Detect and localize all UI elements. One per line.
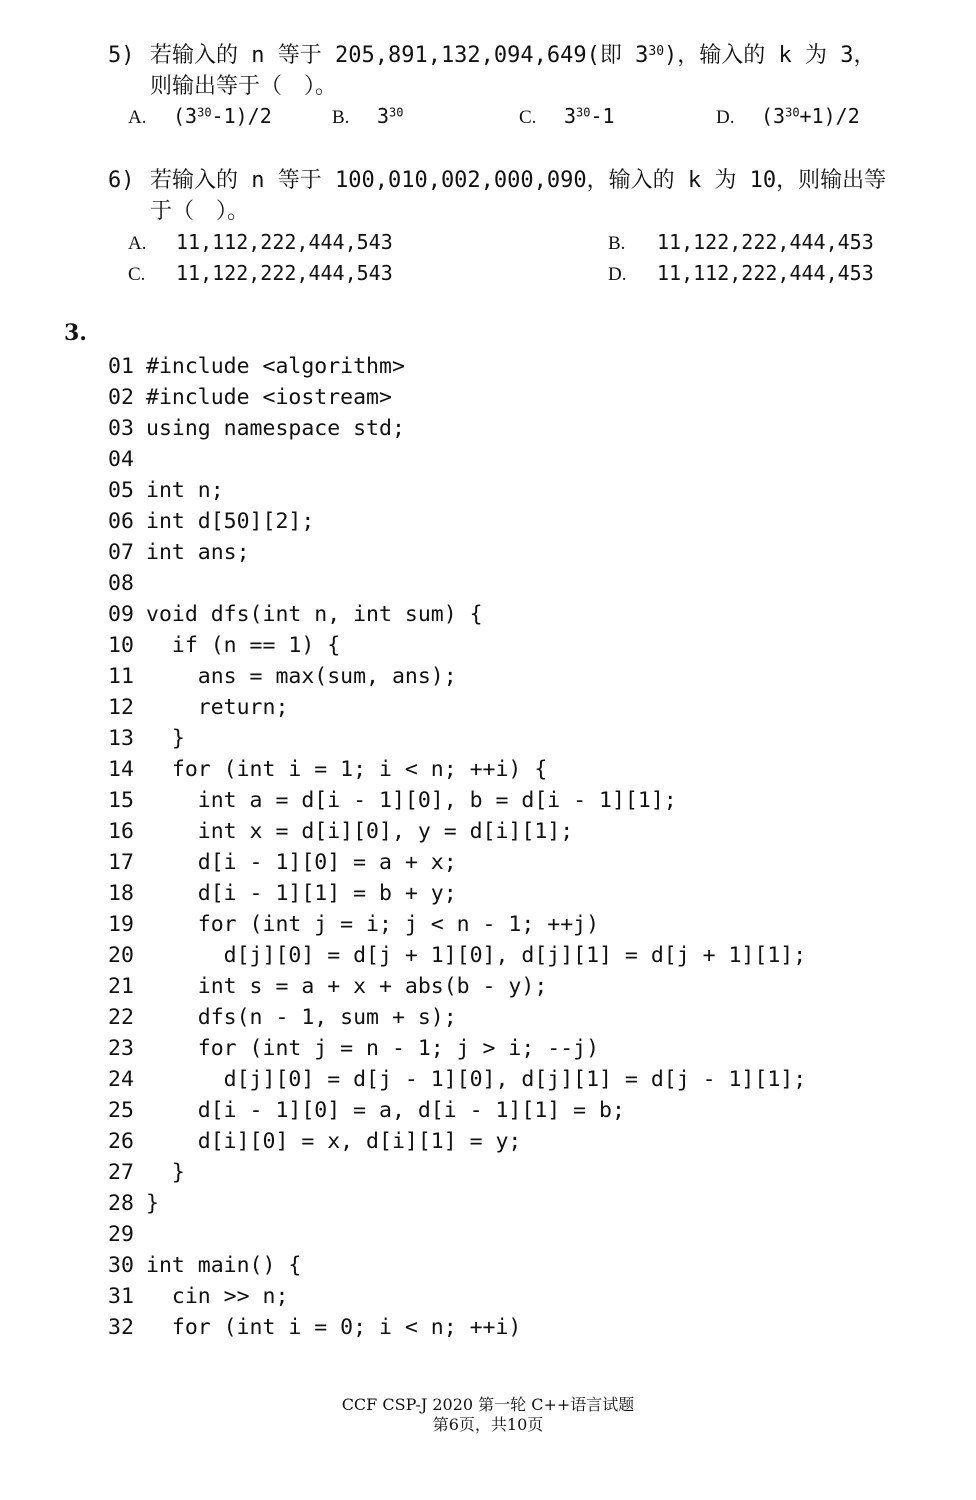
line-number: 14 <box>108 757 134 782</box>
code-text: if (n == 1) { <box>146 633 341 658</box>
code-text: for (int j = i; j < n - 1; ++j) <box>146 912 600 937</box>
section-number: 3. <box>64 320 87 346</box>
option-letter: C. <box>128 264 146 285</box>
code-text: } <box>146 726 185 751</box>
code-line <box>108 1188 806 1219</box>
code-line <box>108 1281 806 1312</box>
line-number: 10 <box>108 633 134 658</box>
code-text: #include <algorithm> <box>146 354 405 379</box>
code-line <box>108 785 806 816</box>
code-line <box>108 1126 806 1157</box>
code-text: for (int i = 1; i < n; ++i) { <box>146 757 548 782</box>
code-text: } <box>146 1191 159 1216</box>
code-line <box>108 351 806 382</box>
code-text: int main() { <box>146 1253 302 1278</box>
code-line <box>108 506 806 537</box>
code-line <box>108 909 806 940</box>
option-value: $3^{30}$ <box>377 104 404 128</box>
option-letter: C. <box>519 107 537 128</box>
option-letter: B. <box>332 107 350 128</box>
question-5-option-a <box>128 104 272 129</box>
code-line <box>108 568 806 599</box>
code-line <box>108 444 806 475</box>
line-number: 26 <box>108 1129 134 1154</box>
code-text: d[j][0] = d[j + 1][0], d[j][1] = d[j + 1][1]; <box>146 943 807 968</box>
code-line <box>108 847 806 878</box>
code-line <box>108 661 806 692</box>
code-line <box>108 630 806 661</box>
question-5-option-c <box>519 104 615 129</box>
question-6 <box>108 165 888 227</box>
question-6-option-d <box>608 261 874 286</box>
question-5-text-part2: )，输入的 k 为 3，则输出等于（ ）。 <box>150 43 876 99</box>
option-value: $(3^{30}-1)/2$ <box>173 104 272 128</box>
question-6-stem <box>108 165 888 227</box>
line-number: 32 <box>108 1315 134 1340</box>
line-number: 09 <box>108 602 134 627</box>
option-letter: D. <box>608 264 627 285</box>
code-text: d[i - 1][0] = a + x; <box>146 850 457 875</box>
code-line <box>108 1033 806 1064</box>
code-text: int a = d[i - 1][0], b = d[i - 1][1]; <box>146 788 677 813</box>
line-number: 21 <box>108 974 134 999</box>
code-text: } <box>146 1160 185 1185</box>
code-line <box>108 599 806 630</box>
code-line <box>108 754 806 785</box>
option-value: 11,112,222,444,543 <box>176 230 393 254</box>
line-number: 06 <box>108 509 134 534</box>
line-number: 19 <box>108 912 134 937</box>
question-6-number: 6) <box>108 168 135 193</box>
line-number: 27 <box>108 1160 134 1185</box>
line-number: 01 <box>108 354 134 379</box>
code-line <box>108 1219 806 1250</box>
line-number: 31 <box>108 1284 134 1309</box>
code-text: #include <iostream> <box>146 385 392 410</box>
code-text: d[i - 1][0] = a, d[i - 1][1] = b; <box>146 1098 625 1123</box>
question-5-exponent: 30 <box>648 43 665 59</box>
code-text: int s = a + x + abs(b - y); <box>146 974 548 999</box>
line-number: 08 <box>108 571 134 596</box>
code-text: d[j][0] = d[j - 1][0], d[j][1] = d[j - 1][1]; <box>146 1067 807 1092</box>
line-number: 16 <box>108 819 134 844</box>
code-line <box>108 475 806 506</box>
option-value: 11,112,222,444,453 <box>657 261 874 285</box>
code-line <box>108 1095 806 1126</box>
question-6-option-b <box>608 230 874 255</box>
line-number: 15 <box>108 788 134 813</box>
code-listing <box>108 351 806 1343</box>
code-line <box>108 1312 806 1343</box>
line-number: 28 <box>108 1191 134 1216</box>
question-5-option-d <box>716 104 860 129</box>
line-number: 22 <box>108 1005 134 1030</box>
code-line <box>108 1250 806 1281</box>
question-5-text <box>150 40 888 102</box>
option-value: 11,122,222,444,543 <box>176 261 393 285</box>
code-line <box>108 413 806 444</box>
code-text: int n; <box>146 478 224 503</box>
question-5-text-part1: 若输入的 n 等于 205,891,132,094,649(即 3 <box>150 43 649 68</box>
code-line <box>108 878 806 909</box>
code-text: void dfs(int n, int sum) { <box>146 602 483 627</box>
question-6-option-a <box>128 230 393 255</box>
code-text: int d[50][2]; <box>146 509 315 534</box>
code-line <box>108 537 806 568</box>
code-line <box>108 1064 806 1095</box>
line-number: 25 <box>108 1098 134 1123</box>
code-text: ans = max(sum, ans); <box>146 664 457 689</box>
question-6-option-c <box>128 261 393 286</box>
line-number: 11 <box>108 664 134 689</box>
code-text: return; <box>146 695 289 720</box>
code-line <box>108 1157 806 1188</box>
code-text: d[i][0] = x, d[i][1] = y; <box>146 1129 522 1154</box>
footer-title: CCF CSP-J 2020 第一轮 C++语言试题 <box>341 1395 635 1414</box>
code-text: d[i - 1][1] = b + y; <box>146 881 457 906</box>
option-value: 11,122,222,444,453 <box>657 230 874 254</box>
footer-page-number: 第6页，共10页 <box>432 1415 544 1434</box>
code-text: cin >> n; <box>146 1284 289 1309</box>
line-number: 12 <box>108 695 134 720</box>
line-number: 18 <box>108 881 134 906</box>
line-number: 07 <box>108 540 134 565</box>
question-6-text: 若输入的 n 等于 100,010,002,000,090，输入的 k 为 10，则输出等于（ ）。 <box>150 168 887 224</box>
question-5-option-b <box>332 104 404 129</box>
code-line <box>108 816 806 847</box>
line-number: 29 <box>108 1222 134 1247</box>
question-5-number: 5) <box>108 43 135 68</box>
code-line <box>108 1002 806 1033</box>
option-letter: D. <box>716 107 735 128</box>
line-number: 24 <box>108 1067 134 1092</box>
line-number: 02 <box>108 385 134 410</box>
line-number: 03 <box>108 416 134 441</box>
code-text: int ans; <box>146 540 250 565</box>
option-letter: A. <box>128 107 147 128</box>
line-number: 05 <box>108 478 134 503</box>
code-text: for (int j = n - 1; j > i; --j) <box>146 1036 600 1061</box>
code-line <box>108 723 806 754</box>
option-value: $3^{30}-1$ <box>564 104 615 128</box>
code-text: dfs(n - 1, sum + s); <box>146 1005 457 1030</box>
code-text: using namespace std; <box>146 416 405 441</box>
code-line <box>108 382 806 413</box>
question-5 <box>108 40 888 102</box>
question-5-stem <box>108 40 888 102</box>
line-number: 04 <box>108 447 134 472</box>
line-number: 23 <box>108 1036 134 1061</box>
code-text: int x = d[i][0], y = d[i][1]; <box>146 819 574 844</box>
page-footer <box>0 1395 976 1435</box>
line-number: 17 <box>108 850 134 875</box>
option-value: $(3^{30}+1)/2$ <box>761 104 860 128</box>
code-line <box>108 692 806 723</box>
option-letter: A. <box>128 233 147 254</box>
code-line <box>108 971 806 1002</box>
line-number: 30 <box>108 1253 134 1278</box>
code-line <box>108 940 806 971</box>
code-text: for (int i = 0; i < n; ++i) <box>146 1315 522 1340</box>
line-number: 13 <box>108 726 134 751</box>
line-number: 20 <box>108 943 134 968</box>
option-letter: B. <box>608 233 626 254</box>
